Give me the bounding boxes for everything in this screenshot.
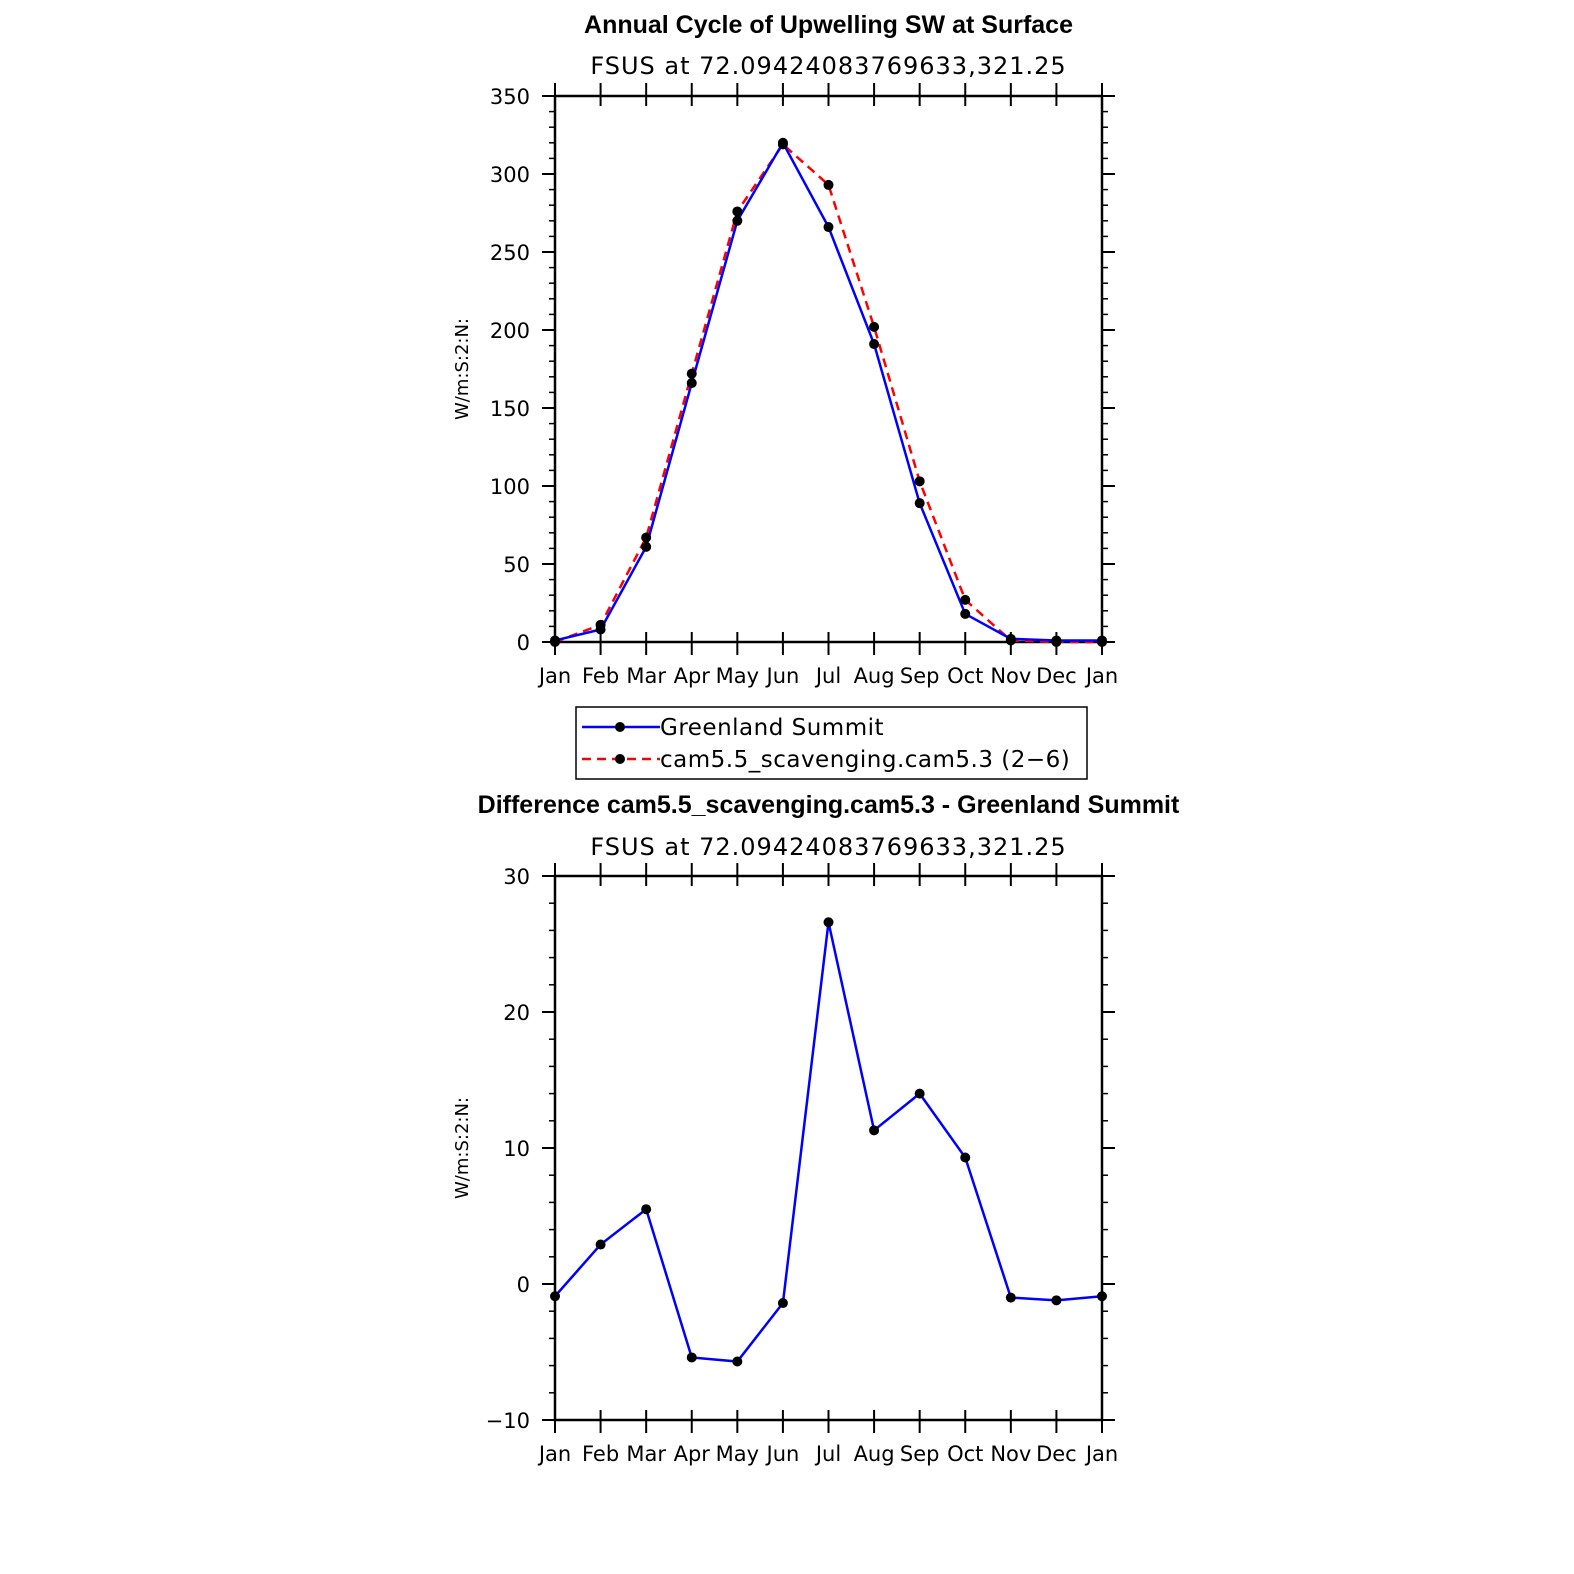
- data-point: [1006, 635, 1016, 645]
- plot-frame: [555, 96, 1102, 642]
- data-point: [641, 542, 651, 552]
- legend: [576, 707, 1087, 779]
- x-tick-label: Jan: [538, 1442, 572, 1466]
- x-tick-label: Jul: [815, 1442, 842, 1466]
- x-tick-label: Sep: [899, 1442, 940, 1466]
- chart-title: Difference cam5.5_scavenging.cam5.3 - Greenland Summit: [477, 791, 1180, 819]
- x-tick-label: Sep: [899, 664, 940, 688]
- x-tick-label: Jan: [1085, 664, 1119, 688]
- legend-label: cam5.5_scavenging.cam5.3 (2−6): [660, 747, 1071, 773]
- x-tick-label: Feb: [581, 1442, 620, 1466]
- x-tick-label: Jun: [766, 664, 800, 688]
- x-tick-label: Dec: [1036, 1442, 1077, 1466]
- data-point: [596, 620, 606, 630]
- y-tick-label: 200: [489, 319, 530, 343]
- data-point: [778, 139, 788, 149]
- y-tick-label: 250: [489, 241, 530, 265]
- data-point: [1051, 637, 1061, 647]
- x-tick-label: Aug: [853, 1442, 895, 1466]
- x-tick-label: Mar: [626, 664, 666, 688]
- y-axis-label: W/m:S:2:N:: [452, 1097, 473, 1199]
- y-tick-label: 20: [503, 1001, 530, 1025]
- y-tick-label: 300: [489, 163, 530, 187]
- data-point: [869, 339, 879, 349]
- data-point: [687, 369, 697, 379]
- data-point: [1006, 1293, 1016, 1303]
- data-point: [687, 378, 697, 388]
- data-point: [869, 322, 879, 332]
- x-tick-label: Dec: [1036, 664, 1077, 688]
- data-point: [869, 1125, 879, 1135]
- legend-swatch-marker: [615, 754, 625, 764]
- chart-title: Annual Cycle of Upwelling SW at Surface: [584, 11, 1073, 39]
- x-tick-label: Jul: [815, 664, 842, 688]
- x-tick-label: Oct: [947, 664, 984, 688]
- y-tick-label: 150: [489, 397, 530, 421]
- data-point: [687, 1352, 697, 1362]
- x-tick-label: May: [715, 1442, 760, 1466]
- data-point: [732, 206, 742, 216]
- data-point: [732, 1357, 742, 1367]
- x-tick-label: Jan: [538, 664, 572, 688]
- data-point: [1097, 637, 1107, 647]
- x-tick-label: Mar: [626, 1442, 666, 1466]
- data-point: [550, 1291, 560, 1301]
- data-point: [596, 1240, 606, 1250]
- data-point: [824, 222, 834, 232]
- x-tick-label: Feb: [581, 664, 620, 688]
- x-tick-label: Jun: [766, 1442, 800, 1466]
- x-tick-label: Nov: [990, 1442, 1032, 1466]
- chart-subtitle: FSUS at 72.09424083769633,321.25: [590, 52, 1067, 80]
- y-tick-label: −10: [485, 1409, 530, 1433]
- x-tick-label: Jan: [1085, 1442, 1119, 1466]
- plot-frame: [555, 876, 1102, 1420]
- series-line-1: [555, 922, 1102, 1361]
- data-point: [732, 216, 742, 226]
- data-point: [550, 637, 560, 647]
- data-point: [1051, 1295, 1061, 1305]
- y-tick-label: 0: [516, 631, 530, 655]
- y-tick-label: 0: [516, 1273, 530, 1297]
- x-tick-label: Oct: [947, 1442, 984, 1466]
- data-point: [915, 1089, 925, 1099]
- data-point: [824, 180, 834, 190]
- data-point: [641, 1204, 651, 1214]
- data-point: [915, 498, 925, 508]
- data-point: [960, 595, 970, 605]
- y-tick-label: 50: [503, 553, 530, 577]
- x-tick-label: Apr: [673, 1442, 710, 1466]
- chart-panel-2: [452, 791, 1180, 1466]
- chart-panel-1: [452, 11, 1118, 779]
- y-axis-label: W/m:S:2:N:: [452, 318, 473, 420]
- data-point: [824, 917, 834, 927]
- data-point: [915, 476, 925, 486]
- x-tick-label: Apr: [673, 664, 710, 688]
- legend-swatch-marker: [615, 722, 625, 732]
- chart-subtitle: FSUS at 72.09424083769633,321.25: [590, 833, 1067, 861]
- series-line-1: [555, 143, 1102, 641]
- data-point: [778, 1298, 788, 1308]
- data-point: [1097, 1291, 1107, 1301]
- x-tick-label: May: [715, 664, 760, 688]
- legend-label: Greenland Summit: [660, 715, 885, 741]
- y-tick-label: 30: [503, 865, 530, 889]
- series-line-2: [555, 144, 1102, 642]
- data-point: [960, 1153, 970, 1163]
- data-point: [960, 609, 970, 619]
- x-tick-label: Nov: [990, 664, 1032, 688]
- y-tick-label: 100: [489, 475, 530, 499]
- data-point: [641, 532, 651, 542]
- y-tick-label: 10: [503, 1137, 530, 1161]
- y-tick-label: 350: [489, 85, 530, 109]
- x-tick-label: Aug: [853, 664, 895, 688]
